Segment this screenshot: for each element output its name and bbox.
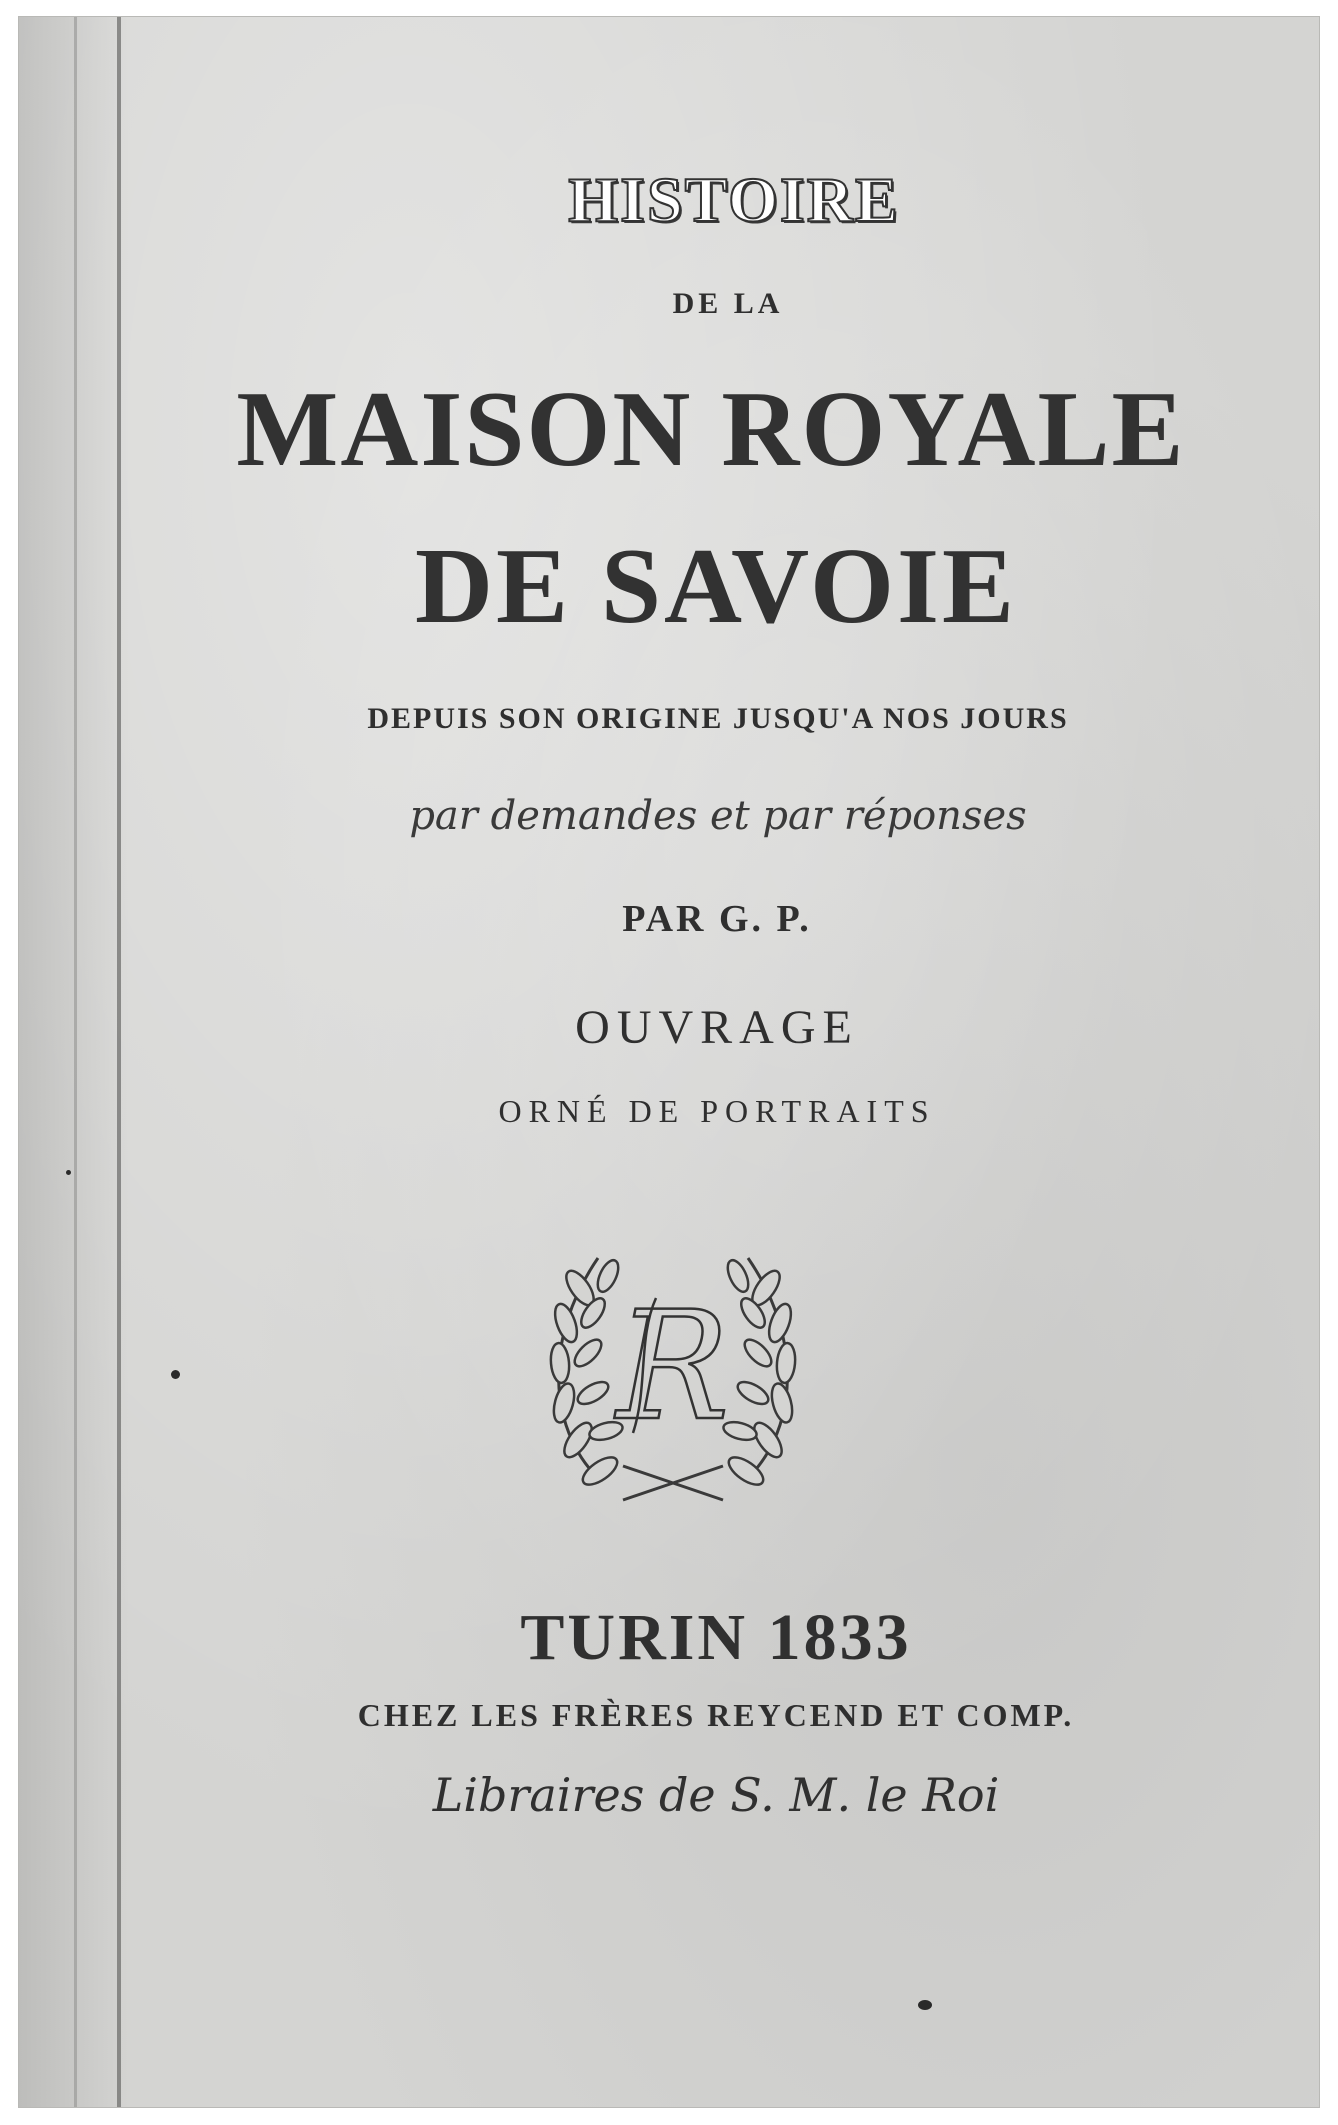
author-line: PAR G. P. — [622, 898, 812, 940]
laurel-leaf — [578, 1452, 621, 1490]
title-de-savoie: DE SAVOIE — [414, 527, 1018, 646]
ouvrage-line: OUVRAGE — [575, 1001, 859, 1054]
laurel-leaf — [768, 1381, 796, 1424]
laurel-wreath-monogram-emblem — [538, 1228, 808, 1513]
laurel-leaf — [775, 1342, 796, 1383]
laurel-leaf — [549, 1342, 570, 1383]
laurel-leaf — [550, 1381, 578, 1424]
laurel-leaf — [724, 1452, 767, 1490]
imprint-publisher: CHEZ LES FRÈRES REYCEND ET COMP. — [357, 1697, 1075, 1733]
imprint-city-year: TURIN 1833 — [520, 1601, 912, 1674]
subtitle-depuis: DEPUIS SON ORIGINE JUSQU'A NOS JOURS — [367, 702, 1069, 735]
title-histoire: HISTOIRE — [568, 164, 900, 235]
monogram-letter: R — [616, 1280, 730, 1454]
ink-speck — [918, 2000, 932, 2010]
title-maison-royale: MAISON ROYALE — [236, 370, 1186, 489]
orne-de-portraits-line: ORNÉ DE PORTRAITS — [498, 1093, 936, 1129]
laurel-leaf — [734, 1378, 771, 1409]
laurel-leaf — [765, 1301, 796, 1345]
subtitle-demandes-reponses: par demandes et par réponses — [409, 793, 1027, 839]
ink-speck — [66, 1170, 71, 1175]
laurel-leaf — [551, 1301, 582, 1345]
imprint-libraires: Libraires de S. M. le Roi — [432, 1768, 1000, 1822]
title-de-la: DE LA — [672, 287, 784, 320]
ink-speck — [171, 1370, 180, 1379]
laurel-leaf — [574, 1378, 611, 1409]
